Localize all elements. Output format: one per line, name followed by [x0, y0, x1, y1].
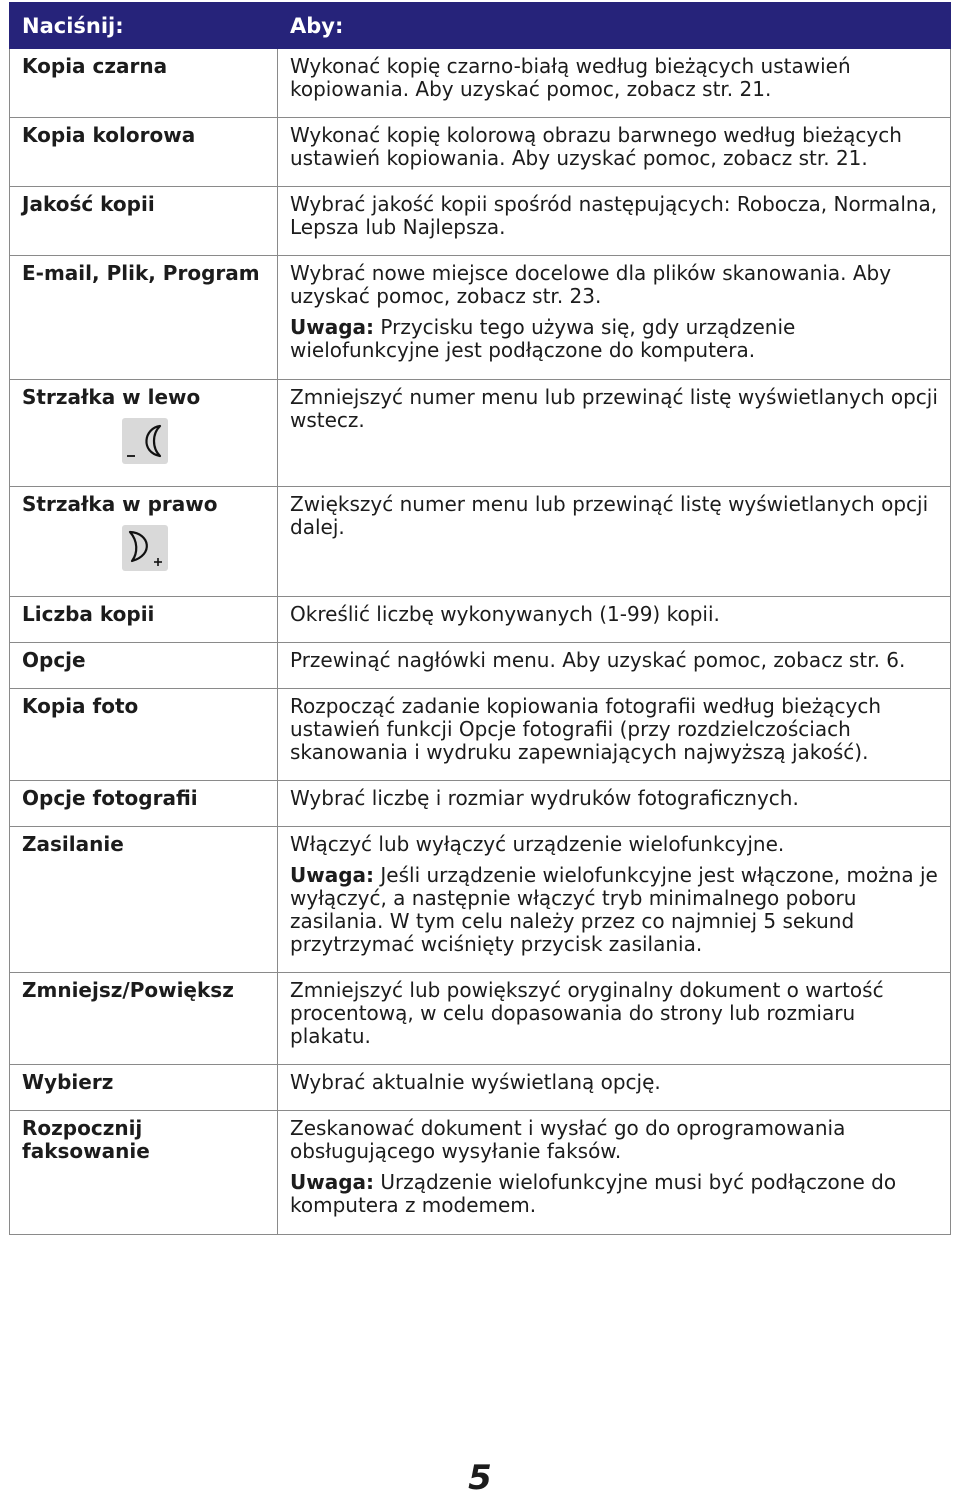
description-cell [278, 1065, 951, 1111]
button-name: Zmniejsz/Powiększ [22, 978, 234, 1002]
description-text: Wybrać aktualnie wyświetlaną opcję. [290, 1070, 661, 1094]
description-text: Wybrać nowe miejsce docelowe dla plików skanowania. Aby uzyskać pomoc, zobacz str. 23. [290, 261, 892, 308]
note-label: Uwaga: [290, 315, 375, 339]
description-cell [278, 643, 951, 689]
page-number: 5 [468, 1458, 492, 1498]
description-cell [278, 597, 951, 643]
button-name: Strzałka w lewo [22, 385, 201, 409]
note-text [290, 864, 938, 956]
table-row [10, 118, 951, 187]
table-row [10, 187, 951, 256]
button-name-cell [10, 49, 278, 118]
button-name-cell [10, 689, 278, 781]
header-to: Aby: [278, 3, 951, 49]
description-text: Wybrać jakość kopii spośród następujących: Robocza, Normalna, Lepsza lub Najlepsza. [290, 192, 938, 239]
description-text: Wykonać kopię kolorową obrazu barwnego według bieżących ustawień kopiowania. Aby uzyskać pomoc, zobacz str. 21. [290, 123, 902, 170]
description-cell [278, 487, 951, 597]
button-name: Strzałka w prawo [22, 492, 218, 516]
description-cell [278, 781, 951, 827]
description-text: Zmniejszyć numer menu lub przewinąć listę wyświetlanych opcji wstecz. [290, 385, 938, 432]
description-text: Wybrać liczbę i rozmiar wydruków fotograficznych. [290, 786, 799, 810]
table-row [10, 49, 951, 118]
table-row [10, 256, 951, 380]
description-text: Włączyć lub wyłączyć urządzenie wielofunkcyjne. [290, 832, 785, 856]
note-body: Urządzenie wielofunkcyjne musi być podłączone do komputera z modemem. [290, 1170, 897, 1217]
button-name-cell [10, 1065, 278, 1111]
table-row [10, 380, 951, 487]
button-name: Zasilanie [22, 832, 124, 856]
description-cell [278, 49, 951, 118]
button-name: Opcje fotografii [22, 786, 198, 810]
description-cell [278, 827, 951, 973]
button-name: Wybierz [22, 1070, 114, 1094]
description-cell [278, 187, 951, 256]
table-row [10, 643, 951, 689]
table-row [10, 973, 951, 1065]
button-name-cell [10, 487, 278, 597]
button-name: Kopia czarna [22, 54, 168, 78]
description-text: Zwiększyć numer menu lub przewinąć listę wyświetlanych opcji dalej. [290, 492, 929, 539]
button-name-cell [10, 118, 278, 187]
description-text: Rozpocząć zadanie kopiowania fotografii według bieżących ustawień funkcji Opcje fotografii (przy rozdzielczościach skanowania i wydruku zapewniających najwyższą jakość). [290, 694, 882, 764]
button-name-cell [10, 256, 278, 380]
note-body: Jeśli urządzenie wielofunkcyjne jest włączone, można je wyłączyć, a następnie włączyć tryb minimalnego poboru zasilania. W tym celu należy przez co najmniej 5 sekund przytrzymać wciśnięty przycisk zasilania. [290, 863, 938, 956]
button-reference-table [9, 2, 951, 1235]
description-cell [278, 1111, 951, 1235]
button-name: E-mail, Plik, Program [22, 261, 260, 285]
button-name: Liczba kopii [22, 602, 155, 626]
description-text: Określić liczbę wykonywanych (1-99) kopii. [290, 602, 720, 626]
description-cell [278, 689, 951, 781]
button-name: Jakość kopii [22, 192, 155, 216]
button-name-cell [10, 973, 278, 1065]
table-row [10, 1111, 951, 1235]
description-text: Zeskanować dokument i wysłać go do oprogramowania obsługującego wysyłanie faksów. [290, 1116, 846, 1163]
button-name: Opcje [22, 648, 86, 672]
note-label: Uwaga: [290, 863, 375, 887]
note-label: Uwaga: [290, 1170, 375, 1194]
button-name-cell [10, 597, 278, 643]
table-row [10, 827, 951, 973]
button-name-cell [10, 1111, 278, 1235]
table-row [10, 1065, 951, 1111]
button-name: Rozpocznij faksowanie [22, 1116, 150, 1163]
note-body: Przycisku tego używa się, gdy urządzenie wielofunkcyjne jest podłączone do komputera. [290, 315, 796, 362]
button-name-cell [10, 380, 278, 487]
button-name-cell [10, 187, 278, 256]
table-header-row [10, 3, 951, 49]
button-name-cell [10, 781, 278, 827]
table-row [10, 781, 951, 827]
description-cell [278, 380, 951, 487]
left-arrow-minus-icon [122, 418, 168, 464]
description-cell [278, 256, 951, 380]
description-cell [278, 973, 951, 1065]
button-name: Kopia kolorowa [22, 123, 196, 147]
description-text: Zmniejszyć lub powiększyć oryginalny dokument o wartość procentową, w celu dopasowania do strony lub rozmiaru plakatu. [290, 978, 884, 1048]
button-name-cell [10, 827, 278, 973]
description-text: Przewinąć nagłówki menu. Aby uzyskać pomoc, zobacz str. 6. [290, 648, 906, 672]
table-row [10, 487, 951, 597]
note-text [290, 316, 938, 362]
button-name: Kopia foto [22, 694, 139, 718]
header-press: Naciśnij: [10, 3, 278, 49]
description-cell [278, 118, 951, 187]
right-arrow-plus-icon [122, 525, 168, 571]
description-text: Wykonać kopię czarno-białą według bieżących ustawień kopiowania. Aby uzyskać pomoc, zobacz str. 21. [290, 54, 851, 101]
note-text [290, 1171, 938, 1217]
table-row [10, 597, 951, 643]
table-row [10, 689, 951, 781]
button-name-cell [10, 643, 278, 689]
